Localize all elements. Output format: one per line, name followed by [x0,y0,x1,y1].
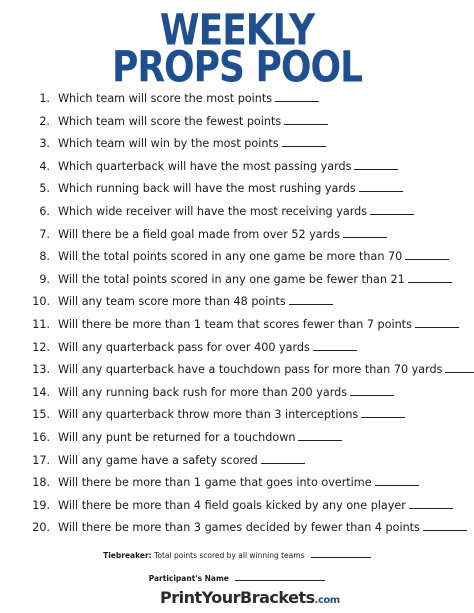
question-text: Will any running back rush for more than 200 yards [58,385,348,399]
question-text: Will the total points scored in any one game be more than 70 [58,250,403,264]
answer-blank[interactable] [361,408,405,418]
question-item [58,408,405,422]
question-row [0,89,474,112]
page-title-line-2: PROPS POOL [111,43,363,93]
answer-blank[interactable] [409,499,453,509]
answer-blank[interactable] [370,205,414,215]
question-text: Will any team score more than 48 points [58,295,286,309]
question-item [58,363,474,377]
question-text: Will the total points scored in any one game be fewer than 21 [58,272,405,286]
question-text: Will there be more than 3 games decided by fewer than 4 points [58,521,420,535]
tiebreaker-label: Tiebreaker: [103,551,152,560]
answer-blank[interactable] [408,273,452,283]
question-row [0,247,474,270]
question-number: 19. [32,498,50,512]
answer-blank[interactable] [405,250,449,260]
question-number: 10. [32,295,50,309]
question-row [0,383,474,406]
answer-blank[interactable] [445,363,474,373]
questions-list [0,89,474,541]
question-text: Which team will score the most points [58,92,273,105]
answer-blank[interactable] [415,318,459,328]
brand-logo [160,588,340,607]
question-row [0,270,474,293]
question-item [58,318,459,332]
question-number: 14. [32,385,50,399]
answer-blank[interactable] [282,137,326,147]
question-item [58,228,387,242]
answer-blank[interactable] [289,295,333,305]
question-text: Will any quarterback throw more than 3 interceptions [58,408,359,422]
question-row [0,315,474,338]
question-text: Will there be more than 4 field goals kicked by any one player [58,498,406,512]
tiebreaker-answer-blank[interactable] [311,550,371,558]
question-item [58,521,467,535]
question-row [0,179,474,202]
question-number: 9. [39,272,50,286]
question-row [0,112,474,135]
question-number: 11. [32,317,50,331]
answer-blank[interactable] [359,182,403,192]
answer-blank[interactable] [354,160,398,170]
question-number: 16. [32,430,50,444]
question-row [0,157,474,180]
question-item [58,295,333,309]
participant-row [0,573,474,584]
brand-name: PrintYourBrackets [160,588,315,607]
question-row [0,518,474,541]
question-text: Will there be more than 1 game that goes into overtime [58,476,372,490]
question-item [58,431,342,445]
question-text: Which quarterback will have the most passing yards [58,159,352,173]
question-text: Which running back will have the most rushing yards [58,182,356,196]
answer-blank[interactable] [284,115,328,125]
tiebreaker-row [0,550,474,561]
answer-blank[interactable] [423,521,467,531]
question-item [58,160,398,174]
question-row [0,451,474,474]
participant-name-blank[interactable] [235,573,325,581]
question-text: Will there be a field goal made from over 52 yards [58,227,340,241]
question-item [58,454,305,468]
question-number: 4. [39,159,50,173]
question-row [0,292,474,315]
question-item [58,341,357,355]
question-text: Which team will win by the most points [58,137,279,151]
question-text: Will there be more than 1 team that scores fewer than 7 points [58,317,412,331]
question-item [58,250,449,264]
question-number: 1. [39,92,50,105]
participant-label: Participant's Name [148,574,229,583]
question-item [58,137,326,151]
question-number: 7. [39,227,50,241]
answer-blank[interactable] [375,476,419,486]
question-number: 13. [32,363,50,377]
question-item [58,205,414,219]
question-item [58,386,394,400]
question-item [58,273,452,287]
question-text: Will any punt be returned for a touchdown [58,430,296,444]
question-row [0,428,474,451]
answer-blank[interactable] [275,92,319,102]
question-number: 2. [39,114,50,128]
question-row [0,360,474,383]
answer-blank[interactable] [298,431,342,441]
question-number: 18. [32,476,50,490]
question-number: 6. [39,204,50,218]
question-row [0,405,474,428]
question-row [0,338,474,361]
question-row [0,202,474,225]
question-number: 15. [32,408,50,422]
question-text: Will any quarterback pass for over 400 yards [58,340,310,354]
question-row [0,473,474,496]
question-item [58,499,453,513]
answer-blank[interactable] [261,454,305,464]
question-number: 17. [32,453,50,467]
question-number: 20. [32,521,50,535]
question-text: Which team will score the fewest points [58,114,282,128]
answer-blank[interactable] [343,228,387,238]
question-row [0,496,474,519]
question-text: Will any game have a safety scored [58,453,258,467]
answer-blank[interactable] [313,341,357,351]
question-number: 3. [39,137,50,151]
question-number: 8. [39,250,50,264]
answer-blank[interactable] [350,386,394,396]
question-row [0,134,474,157]
question-item [58,115,328,129]
brand-suffix: .com [314,595,340,606]
question-number: 5. [39,182,50,196]
page-title-line-1: WEEKLY [159,6,315,56]
question-text: Which wide receiver will have the most receiving yards [58,204,368,218]
question-row [0,225,474,248]
tiebreaker-text: Total points scored by all winning teams [154,551,305,560]
question-item [58,182,403,196]
question-item [58,92,319,106]
question-text: Will any quarterback have a touchdown pass for more than 70 yards [58,363,443,377]
question-item [58,476,419,490]
question-number: 12. [32,340,50,354]
